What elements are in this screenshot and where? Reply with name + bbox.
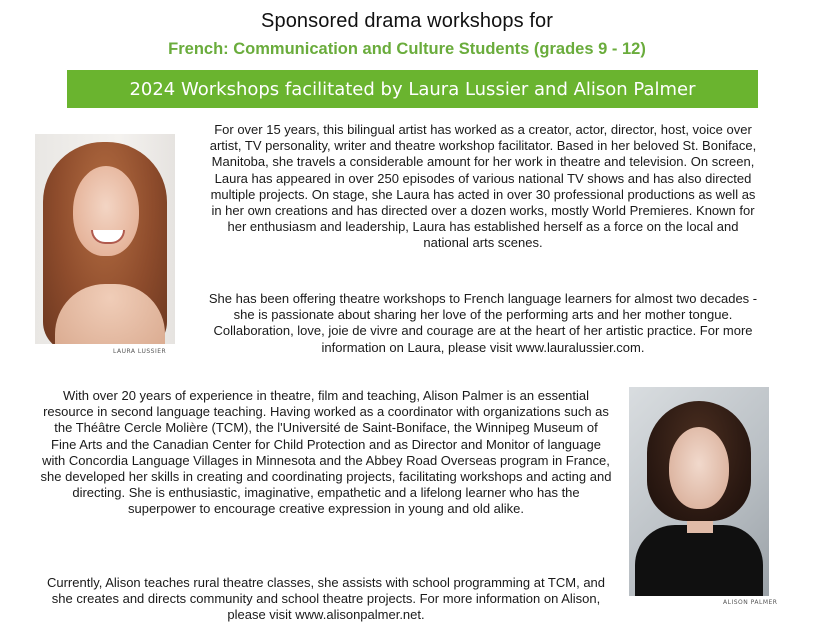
laura-bio-paragraph: For over 15 years, this bilingual artist has worked as a creator, actor, director, host, voice over artist, TV personality, writer and theatre workshop facilitator. Based in her beloved St. Boniface, Manitoba, she travels a considerable amount for her work in theatre and television. On screen, Laura has appeared in over 250 episodes of various national TV shows and has also directed multiple projects. On stage, she Laura has acted in over 30 professional productions as well as in her own creations and has directed over a dozen works, mostly World Premieres. Known for her enthusiasm and leadership, Laura has established herself as a force on the local and national arts scenes. — [209, 122, 757, 251]
alison-palmer-photo — [629, 387, 769, 596]
page-subtitle: French: Communication and Culture Students (grades 9 - 12) — [168, 40, 646, 58]
laura-workshop-paragraph: She has been offering theatre workshops to French language learners for almost two decades - she is passionate about sharing her love of the performing arts and her mother tongue. Collaboration, love, joie de vivre and courage are at the heart of her artistic practice. For more information on Laura, please visit www.lauralussier.com. — [208, 291, 758, 355]
alison-current-paragraph: Currently, Alison teaches rural theatre classes, she assists with school programming at TCM, and she creates and directs community and school theatre projects. For more information on Alison, please visit www.alisonpalmer.net. — [46, 575, 606, 623]
workshop-banner: 2024 Workshops facilitated by Laura Lussier and Alison Palmer — [67, 70, 758, 108]
page-title: Sponsored drama workshops for — [261, 10, 553, 32]
laura-photo-caption: LAURA LUSSIER — [113, 348, 167, 355]
laura-lussier-photo — [35, 134, 175, 344]
alison-photo-caption: ALISON PALMER — [723, 599, 778, 606]
alison-bio-paragraph: With over 20 years of experience in theatre, film and teaching, Alison Palmer is an essential resource in second language teaching. Having worked as a coordinator with organizations such as the Théâtre Cercle Molière (TCM), the l'Université de Saint-Boniface, the Winnipeg Museum of Fine Arts and the Canadian Center for Child Protection and as Director and Monitor of language with Concordia Language Villages in Minnesota and the Abbey Road Overseas program in France, she developed her skills in creating and coordinating projects, facilitating workshops and acting and directing. She is enthusiastic, imaginative, empathetic and a lifelong learner who has the superpower to encourage creative expression in young and old alike. — [40, 388, 612, 517]
